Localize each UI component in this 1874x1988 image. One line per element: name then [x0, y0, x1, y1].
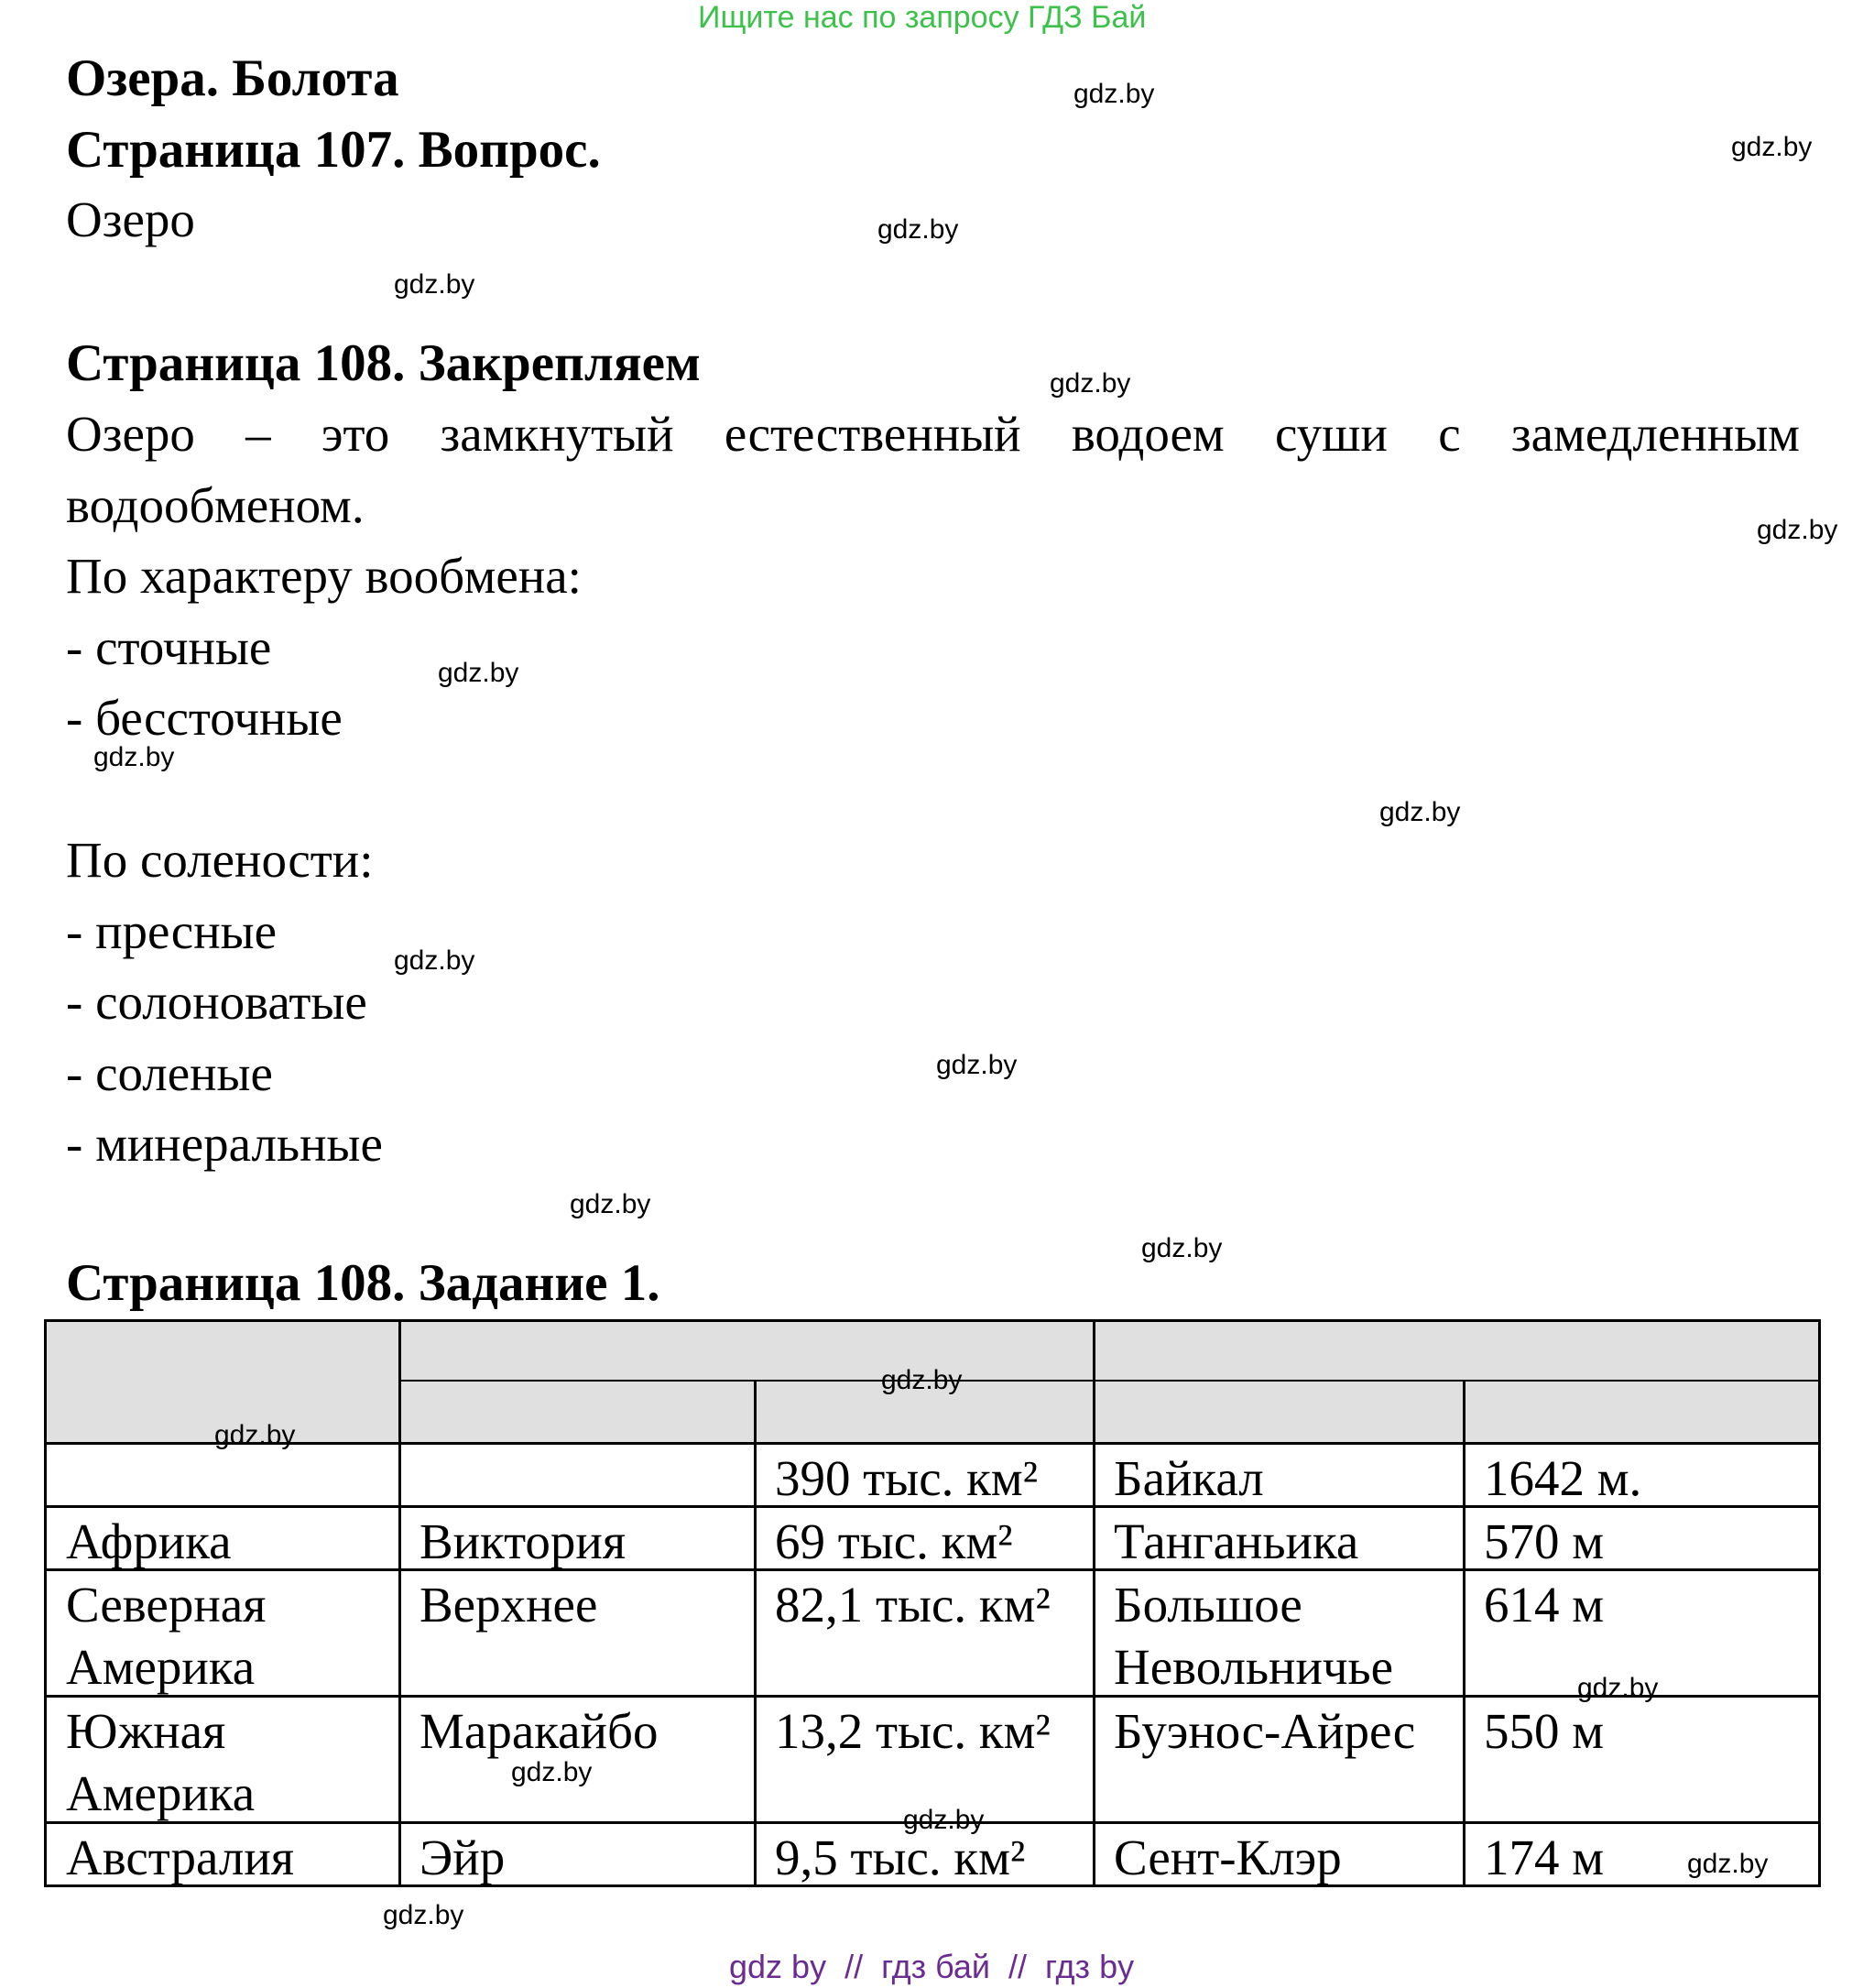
watermark: gdz.by [1731, 132, 1813, 162]
table-cell: Байкал [1114, 1450, 1264, 1506]
table-cell: 390 тыс. км² [775, 1450, 1039, 1506]
word: Озеро [66, 406, 195, 462]
table-cell: Верхнее [419, 1577, 598, 1633]
table-cell: 570 м [1484, 1513, 1605, 1569]
watermark: gdz.by [511, 1757, 593, 1787]
table-cell: Австралия [66, 1830, 295, 1885]
watermark: gdz.by [438, 658, 519, 688]
word: замедленным [1510, 406, 1800, 462]
definition-line-1 [66, 405, 1800, 463]
list-item: - солоноватые [66, 974, 367, 1030]
watermark: gdz.by [383, 1900, 464, 1930]
table-cell: Северная Америка [66, 1577, 267, 1695]
watermark: gdz.by [1050, 368, 1131, 399]
table-cell: Буэнос-Айрес [1114, 1703, 1416, 1759]
table-cell: 69 тыс. км² [775, 1513, 1013, 1569]
table-cell: Виктория [419, 1513, 626, 1569]
salinity-title: По солености: [66, 832, 374, 888]
word: замкнутый [440, 406, 674, 462]
word: – [245, 406, 271, 462]
table-cell: Сент-Клэр [1114, 1830, 1342, 1885]
section-heading-107: Страница 107. Вопрос. [66, 121, 601, 179]
table-cell: Маракайбо [419, 1703, 659, 1759]
table-cell: Танганьика [1114, 1513, 1359, 1569]
table-cell: Южная Америка [66, 1703, 256, 1821]
watermark: gdz.by [1141, 1233, 1223, 1263]
list-item: - минеральные [66, 1116, 383, 1172]
watermark: gdz.by [1073, 79, 1155, 109]
word: естественный [724, 406, 1021, 462]
word: это [321, 406, 390, 462]
watermark: gdz.by [93, 742, 175, 772]
watermark: gdz.by [570, 1189, 651, 1219]
watermark: gdz.by [877, 214, 959, 245]
table-cell: 614 м [1484, 1577, 1605, 1633]
table-cell: 13,2 тыс. км² [775, 1703, 1051, 1759]
promo-banner[interactable]: Ищите нас по запросу ГДЗ Бай [698, 0, 1147, 35]
word: с [1438, 406, 1461, 462]
lakes-table [44, 1319, 1821, 1887]
definition-line-2: водообменом. [66, 477, 365, 533]
word: суши [1274, 406, 1388, 462]
table-cell: 82,1 тыс. км² [775, 1577, 1051, 1633]
answer-text: Озеро [66, 191, 195, 247]
list-item: - сточные [66, 619, 272, 675]
table-cell: 9,5 тыс. км² [775, 1830, 1026, 1885]
table-cell: Большое Невольничье [1114, 1577, 1394, 1695]
watermark: gdz.by [214, 1420, 296, 1450]
watermark: gdz.by [394, 269, 475, 300]
watermark: gdz.by [881, 1365, 963, 1395]
watermark: gdz.by [1379, 797, 1461, 827]
watermark: gdz.by [1757, 515, 1838, 545]
exchange-title: По характеру вообмена: [66, 548, 582, 604]
section-heading-108-task1: Страница 108. Задание 1. [66, 1254, 660, 1312]
watermark: gdz.by [1577, 1673, 1659, 1703]
watermark: gdz.by [936, 1050, 1018, 1080]
watermark: gdz.by [903, 1805, 985, 1835]
table-cell: Эйр [419, 1830, 506, 1885]
watermark: gdz.by [394, 945, 475, 976]
table-cell: 174 м [1484, 1830, 1605, 1885]
watermark: gdz.by [1687, 1849, 1769, 1879]
table-cell: 550 м [1484, 1703, 1605, 1759]
table-cell: 1642 м. [1484, 1450, 1642, 1506]
list-item: - бессточные [66, 690, 343, 746]
page-title: Озера. Болота [66, 49, 399, 107]
list-item: - соленые [66, 1045, 273, 1101]
table-cell: Африка [66, 1513, 232, 1569]
word: водоем [1071, 406, 1225, 462]
section-heading-108-consolidate: Страница 108. Закрепляем [66, 334, 701, 392]
list-item: - пресные [66, 903, 277, 959]
footer-links[interactable]: gdz by // гдз бай // гдз by [729, 1948, 1135, 1985]
